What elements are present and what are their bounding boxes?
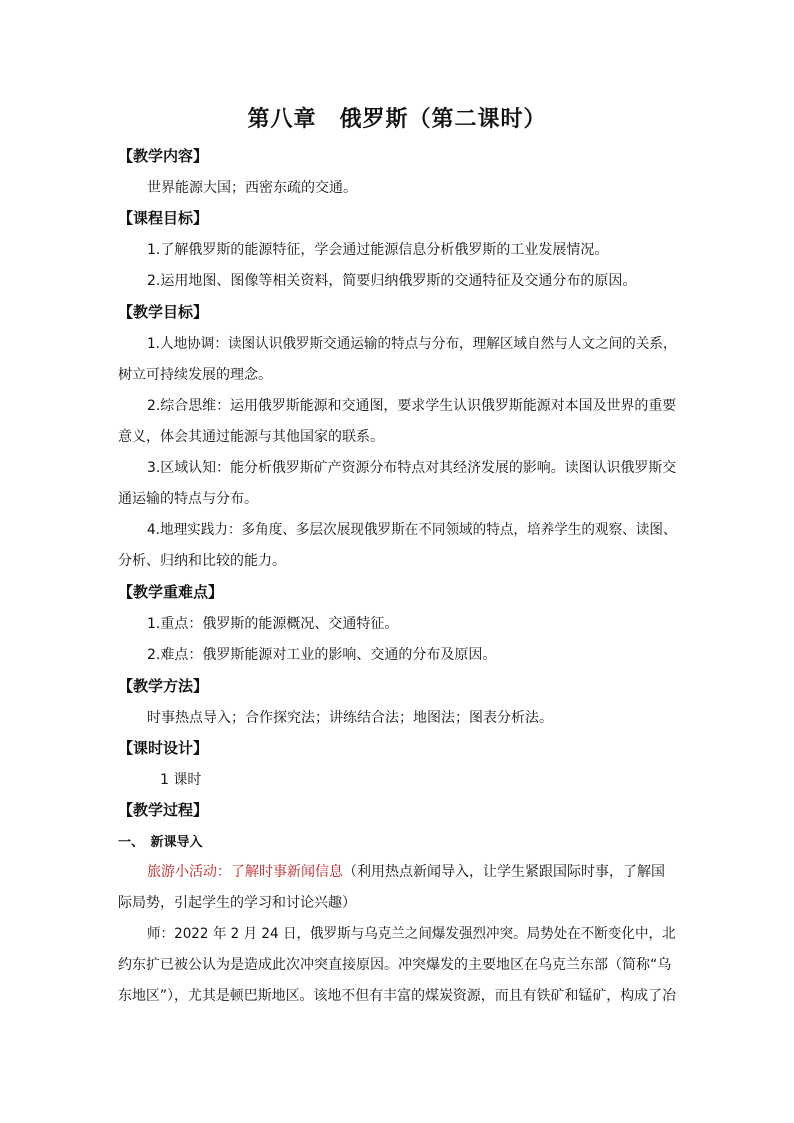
teaching-goal-line: 通运输的特点与分布。 — [118, 491, 258, 507]
section-heading-process: 【教学过程】 — [118, 801, 209, 819]
key-point-item: 2.难点：俄罗斯能源对工业的影响、交通的分布及原因。 — [147, 647, 497, 663]
activity-note: （利用热点新闻导入，让学生紧跟国际时事，了解国 — [343, 864, 665, 880]
methods-text: 时事热点导入；合作探究法；讲练结合法；地图法；图表分析法。 — [147, 710, 553, 726]
course-goal-item: 2.运用地图、图像等相关资料，简要归纳俄罗斯的交通特征及交通分布的原因。 — [147, 273, 637, 289]
section-heading-lesson-design: 【课时设计】 — [118, 739, 209, 757]
section-heading-methods: 【教学方法】 — [118, 677, 209, 695]
page-title: 第八章 俄罗斯（第二课时） — [247, 106, 547, 132]
course-goal-item: 1.了解俄罗斯的能源特征，学会通过能源信息分析俄罗斯的工业发展情况。 — [147, 242, 609, 258]
teacher-line: 东地区”），尤其是顿巴斯地区。该地不但有丰富的煤炭资源，而且有铁矿和锰矿，构成了冶 — [118, 988, 677, 1004]
process-step-title: 一、 新课导入 — [118, 835, 203, 850]
activity-label: 旅游小活动：了解时事新闻信息 — [147, 864, 343, 880]
teaching-goal-line: 1.人地协调：读图认识俄罗斯交通运输的特点与分布，理解区域自然与人文之间的关系， — [147, 336, 677, 352]
teaching-goal-line: 4.地理实践力：多角度、多层次展现俄罗斯在不同领域的特点，培养学生的观察、读图、 — [147, 522, 677, 538]
section-heading-course-goals: 【课程目标】 — [118, 209, 209, 227]
teaching-goal-line: 树立可持续发展的理念。 — [118, 367, 272, 383]
section-heading-key-points: 【教学重难点】 — [118, 583, 224, 601]
teaching-goal-line: 3.区域认知：能分析俄罗斯矿产资源分布特点对其经济发展的影响。读图认识俄罗斯交 — [147, 460, 677, 476]
lesson-design-text: 1 课时 — [160, 772, 202, 788]
activity-line — [147, 861, 665, 881]
section-heading-teaching-goals: 【教学目标】 — [118, 303, 209, 321]
teaching-goal-line: 分析、归纳和比较的能力。 — [118, 553, 286, 569]
activity-note-cont: 际局势，引起学生的学习和讨论兴趣） — [118, 895, 356, 911]
teaching-goal-line: 2.综合思维：运用俄罗斯能源和交通图，要求学生认识俄罗斯能源对本国及世界的重要 — [147, 398, 677, 414]
teaching-goal-line: 意义，体会其通过能源与其他国家的联系。 — [118, 429, 384, 445]
key-point-item: 1.重点：俄罗斯的能源概况、交通特征。 — [147, 616, 399, 632]
teacher-line: 约东扩已被公认为是造成此次冲突直接原因。冲突爆发的主要地区在乌克兰东部（简称“乌 — [118, 957, 672, 973]
teacher-line: 师：2022 年 2 月 24 日，俄罗斯与乌克兰之间爆发强烈冲突。局势处在不断变化中，北 — [147, 926, 676, 942]
content-text: 世界能源大国；西密东疏的交通。 — [147, 180, 357, 196]
section-heading-content: 【教学内容】 — [118, 147, 209, 165]
